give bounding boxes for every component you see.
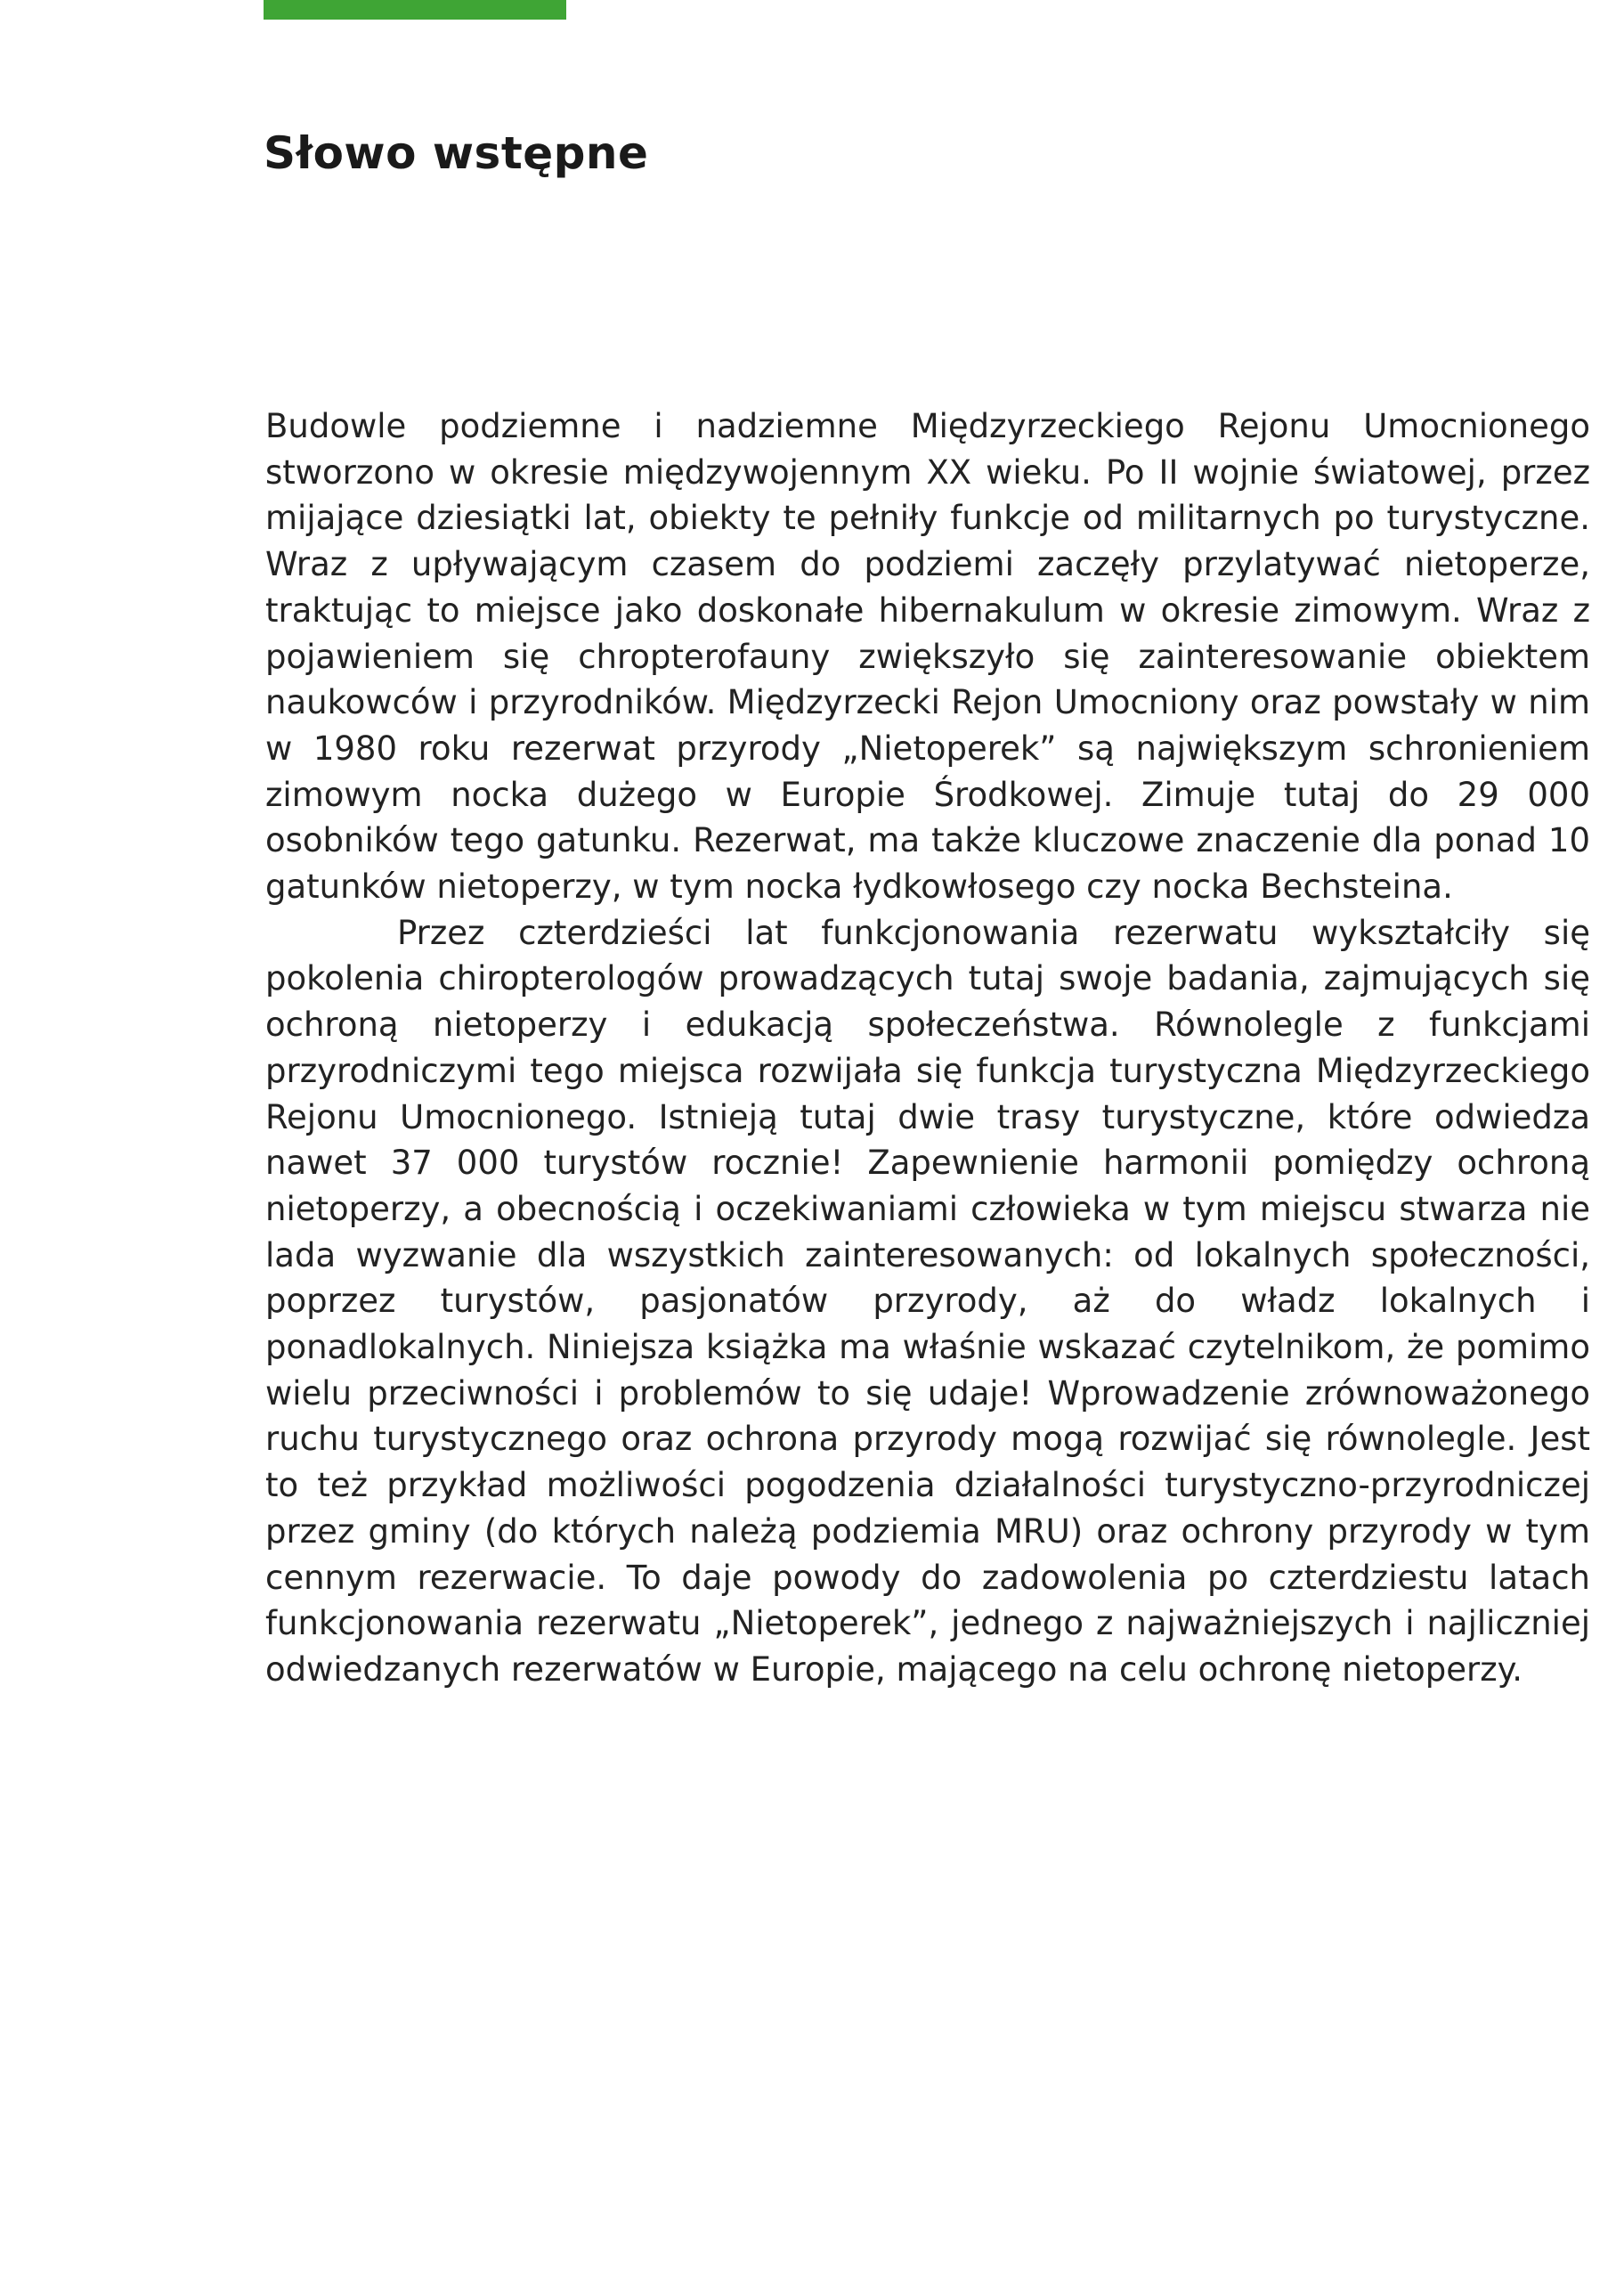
body-text (265, 403, 1590, 1693)
accent-bar (264, 0, 566, 20)
page-title: Słowo wstępne (264, 127, 649, 179)
paragraph-1: Budowle podziemne i nadziemne Międzyrzeckiego Rejonu Umocnionego stworzono w okresie międzywojennym XX wieku. Po II wojnie światowej, przez mijające dziesiątki lat, obiekty te pełniły funkcje od militarnych po turystyczne. Wraz z upływającym czasem do podziemi zaczęły przylatywać nietoperze, traktując to miejsce jako doskonałe hibernakulum w okresie zimowym. Wraz z pojawieniem się chropterofauny zwiększyło się zainteresowanie obiektem naukowców i przyrodników. Międzyrzecki Rejon Umocniony oraz powstały w nim w 1980 roku rezerwat przyrody „Nietoperek” są największym schronieniem zimowym nocka dużego w Europie Środkowej. Zimuje tutaj do 29 000 osobników tego gatunku. Rezerwat, ma także kluczowe znaczenie dla ponad 10 gatunków nietoperzy, w tym nocka łydkowłosego czy nocka Bechsteina. (265, 407, 1590, 907)
paragraph-2: Przez czterdzieści lat funkcjonowania rezerwatu wykształciły się pokolenia chiropterologów prowadzących tutaj swoje badania, zajmujących się ochroną nietoperzy i edukacją społeczeństwa. Równolegle z funkcjami przyrodniczymi tego miejsca rozwijała się funkcja turystyczna Międzyrzeckiego Rejonu Umocnionego. Istnieją tutaj dwie trasy turystyczne, które odwiedza nawet 37 000 turystów rocznie! Zapewnienie harmonii pomiędzy ochroną nietoperzy, a obecnością i oczekiwaniami człowieka w tym miejscu stwarza nie lada wyzwanie dla wszystkich zainteresowanych: od lokalnych społeczności, poprzez turystów, pasjonatów przyrody, aż do władz lokalnych i ponadlokalnych. Niniejsza książka ma właśnie wskazać czytelnikom, że pomimo wielu przeciwności i problemów to się udaje! Wprowadzenie zrównoważonego ruchu turystycznego oraz ochrona przyrody mogą rozwijać się równolegle. Jest to też przykład możliwości pogodzenia działalności turystyczno-przyrodniczej przez gminy (do których należą podziemia MRU) oraz ochrony przyrody w tym cennym rezerwacie. To daje powody do zadowolenia po czterdziestu latach funkcjonowania rezerwatu „Nietoperek”, jednego z najważniejszych i najliczniej odwiedzanych rezerwatów w Europie, mającego na celu ochronę nietoperzy. (265, 913, 1590, 1689)
